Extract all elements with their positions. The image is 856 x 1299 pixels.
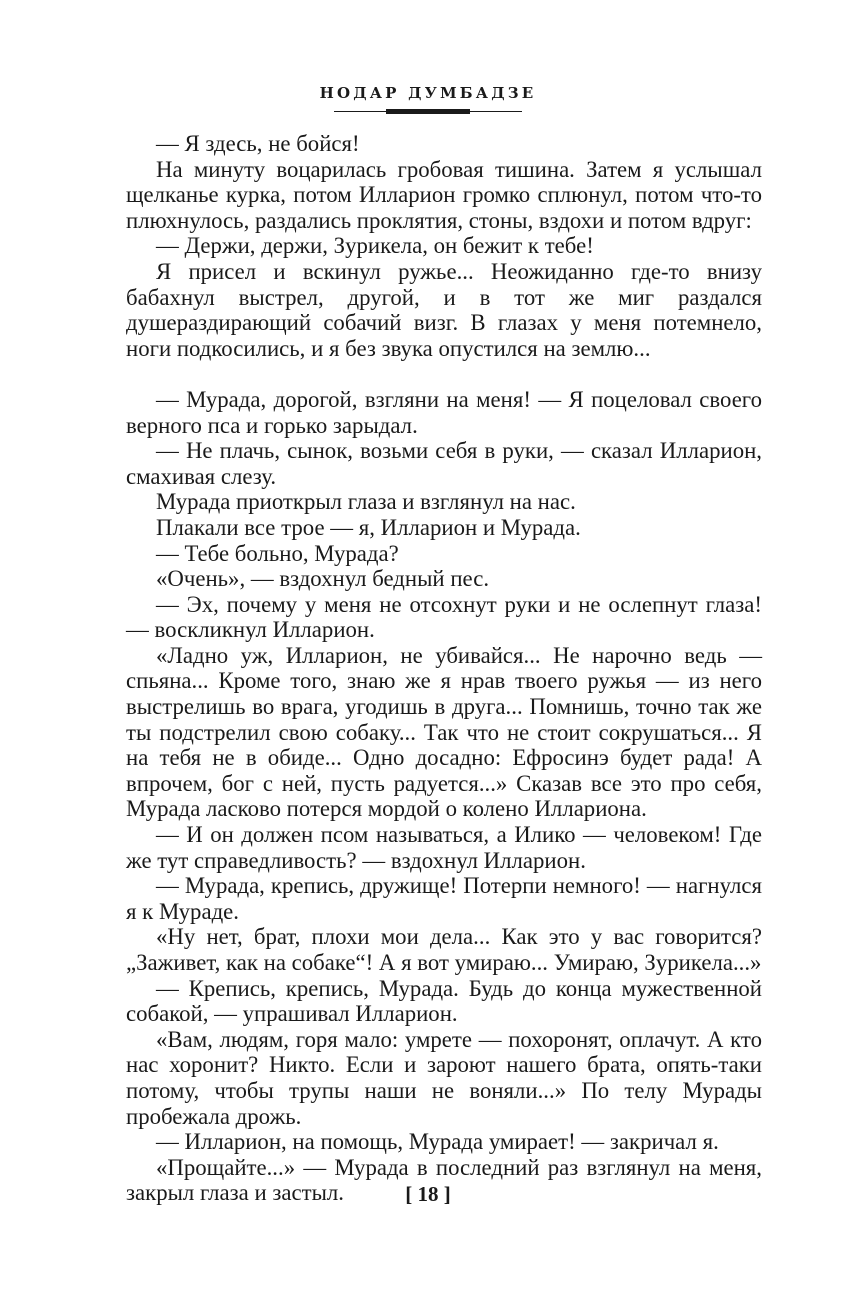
paragraph: Плакали все трое — я, Илларион и Мурада. — [156, 514, 581, 540]
paragraph: — Мурада, крепись, дружище! Потерпи немного! — нагнулся я к Мураде. — [126, 873, 762, 924]
paragraph: — Эх, почему у меня не отсохнут руки и не ослепнут глаза! — воскликнул Илларион. — [126, 591, 762, 643]
paragraph: «Ладно уж, Илларион, не убивайся... Не нарочно ведь — спьяна... Кроме того, знаю же я нрав твоего ружья — из него выстрелишь во врага, угодишь в друга... Помнишь, точно так же ты подстрелил свою собаку... Так что не стоит сокрушаться... Я на тебя не в обиде... Одно досадно: Ефросинэ будет рада! А впрочем, бог с ней, пусть радуется...» Сказав все это про себя, Мурада ласково потерся мордой о колено Иллариона. — [126, 642, 762, 822]
paragraph: — Держи, держи, Зурикела, он бежит к тебе! — [156, 233, 594, 259]
paragraph: — Не плачь, сынок, возьми себя в руки, — сказал Илларион, смахивая слезу. — [126, 438, 762, 489]
paragraph: «Вам, людям, горя мало: умрете — похоронят, оплачут. А кто нас хоронит? Никто. Если и зароют нашего брата, опять-таки потому, чтобы трупы наши не воняли...» По телу Мурады пробежала дрожь. — [126, 1026, 762, 1129]
header-rule-accent — [386, 109, 470, 114]
paragraph: — Крепись, крепись, Мурада. Будь до конца мужественной собакой, — упрашивал Илларион. — [126, 975, 762, 1027]
paragraph: «Очень», — вздохнул бедный пес. — [156, 566, 490, 592]
paragraph: — И он должен псом называться, а Илико — человеком! Где же тут справедливость? — вздохнул Илларион. — [126, 822, 762, 873]
paragraph: — Мурада, дорогой, взгляни на меня! — Я поцеловал своего верного пса и горько зарыдал. — [126, 386, 762, 438]
paragraph: — Илларион, на помощь, Мурада умирает! — закричал я. — [156, 1129, 719, 1155]
paragraph: «Ну нет, брат, плохи мои дела... Как это у вас говорится? „Заживет, как на собаке“! А я вот умираю... Умираю, Зурикела...» — [126, 924, 762, 975]
page-number: [ 18 ] — [405, 1182, 451, 1206]
paragraph: Мурада приоткрыл глаза и взглянул на нас. — [156, 489, 576, 515]
paragraph: — Тебе больно, Мурада? — [156, 540, 399, 566]
paragraph: Я присел и вскинул ружье... Неожиданно где-то внизу бабахнул выстрел, другой, и в тот же миг раздался душераздирающий собачий визг. В глазах у меня потемнело, ноги подкосились, и я без звука опустился на землю... — [126, 258, 762, 361]
paragraph: — Я здесь, не бойся! — [156, 131, 360, 156]
body-text — [126, 131, 762, 1206]
paragraph: «Прощайте...» — Мурада в последний раз взглянул на меня, закрыл глаза и застыл. — [126, 1154, 762, 1206]
paragraph: На минуту воцарилась гробовая тишина. Затем я услышал щелканье курка, потом Илларион громко сплюнул, потом что-то плюхнулось, раздались проклятия, стоны, вздохи и потом вдруг: — [126, 156, 762, 233]
running-head: НОДАР ДУМБАДЗЕ — [319, 84, 537, 102]
